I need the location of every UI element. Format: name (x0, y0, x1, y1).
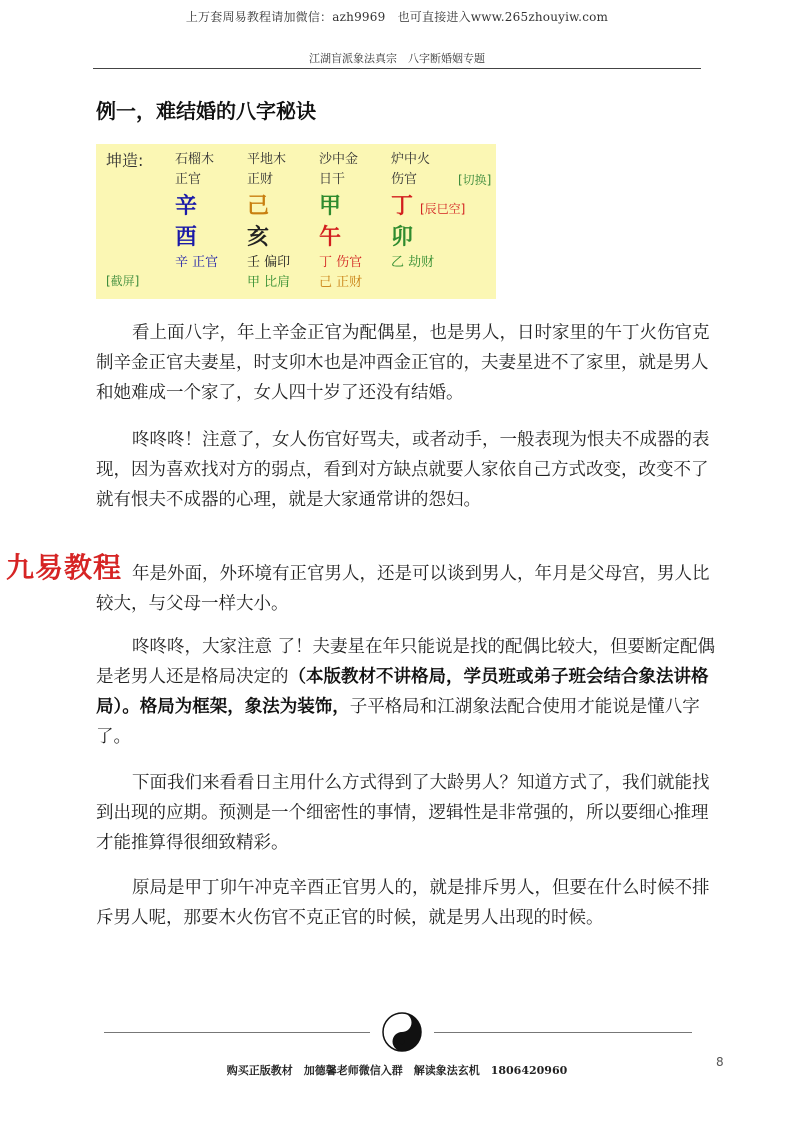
pillar-hidden-stem: 甲 比肩 (247, 275, 291, 290)
pillar-shishen: 正官 (175, 172, 202, 187)
pillar-stem: 丁 (391, 194, 414, 219)
switch-button[interactable]: [切换] (458, 173, 492, 187)
pillar-hidden-stem: 辛 正官 (175, 255, 219, 270)
pillar-stem: 辛 (175, 194, 198, 219)
pillar-hidden-stem: 丁 伤官 (319, 255, 363, 270)
watermark: 九易教程 (6, 551, 123, 584)
footer-divider-left (104, 1032, 370, 1033)
pillar-hidden-stem: 壬 偏印 (247, 255, 291, 270)
pillar-shishen: 日干 (319, 172, 346, 187)
pillar-branch: 亥 (247, 225, 270, 250)
footer-divider-right (434, 1032, 692, 1033)
pillar-branch: 午 (319, 225, 342, 250)
running-header: 江湖盲派象法真宗 八字断婚姻专题 (309, 52, 485, 65)
pillar-shishen: 正财 (247, 172, 274, 187)
top-banner: 上万套周易教程请加微信：azh9969 也可直接进入www.265zhouyiw.com (185, 10, 609, 24)
paragraph-4-text-c: 子平格局和江湖象法配合使用才能说是懂八字了。 (96, 697, 700, 747)
pillar-hidden-stem: 乙 劫财 (391, 255, 435, 270)
pillar-stem: 甲 (319, 194, 342, 219)
paragraph-2: 咚咚咚！注意了，女人伤官好骂夫，或者动手，一般表现为恨夫不成器的表现，因为喜欢找对方的弱点，看到对方缺点就要人家依自己方式改变，改变不了就有恨夫不成器的心理，就是大家通常讲的怨妇。 (96, 430, 710, 510)
kongwang-note: [辰巳空] (420, 202, 466, 216)
bazi-chart (96, 144, 496, 299)
header-divider (93, 68, 701, 69)
pillar-branch: 卯 (391, 225, 414, 250)
pillar-hidden-stem: 己 正财 (319, 275, 363, 290)
footer-text: 购买正版教材 加德馨老师微信入群 解读象法玄机 1806420960 (226, 1064, 568, 1077)
paragraph-1: 看上面八字，年上辛金正官为配偶星，也是男人，日时家里的午丁火伤官克制辛金正官夫妻星，时支卯木也是冲酉金正官的，夫妻星进不了家里，就是男人和她难成一个家了，女人四十岁了还没有结婚。 (96, 323, 710, 403)
pillar-shishen: 伤官 (391, 172, 418, 187)
page-number: 8 (716, 1055, 724, 1069)
paragraph-6: 原局是甲丁卯午冲克辛酉正官男人的，就是排斥男人，但要在什么时候不排斥男人呢，那要木火伤官不克正官的时候，就是男人出现的时候。 (96, 878, 710, 928)
pillar-nayin: 平地木 (247, 152, 287, 167)
paragraph-5: 下面我们来看看日主用什么方式得到了大龄男人？知道方式了，我们就能找到出现的应期。预测是一个细密性的事情，逻辑性是非常强的，所以要细心推理才能推算得很细致精彩。 (96, 773, 710, 853)
screenshot-button[interactable]: [截屏] (106, 274, 140, 288)
paragraph-4-text-a: 咚咚咚，大家注意 了！夫妻星在年只能说是找的配偶比较大，但要断定配偶是老男人还是格局决定的 (96, 637, 716, 687)
paragraph-3: 年是外面，外环境有正官男人，还是可以谈到男人，年月是父母宫，男人比较大，与父母一样大小。 (96, 564, 710, 614)
pillar-nayin: 沙中金 (319, 152, 359, 167)
pillar-nayin: 炉中火 (391, 152, 431, 167)
pillar-branch: 酉 (175, 225, 198, 250)
pillar-stem: 己 (247, 194, 270, 219)
paragraph-4 (96, 632, 716, 752)
section-title: 例一，难结婚的八字秘诀 (96, 99, 316, 123)
paragraph-4-bold: （本版教材不讲格局，学员班或弟子班会结合象法讲格局）。格局为框架，象法为装饰， (96, 667, 709, 717)
yin-yang-icon (382, 1012, 422, 1052)
chart-gender-label: 坤造: (106, 151, 144, 170)
pillar-nayin: 石榴木 (175, 152, 215, 167)
